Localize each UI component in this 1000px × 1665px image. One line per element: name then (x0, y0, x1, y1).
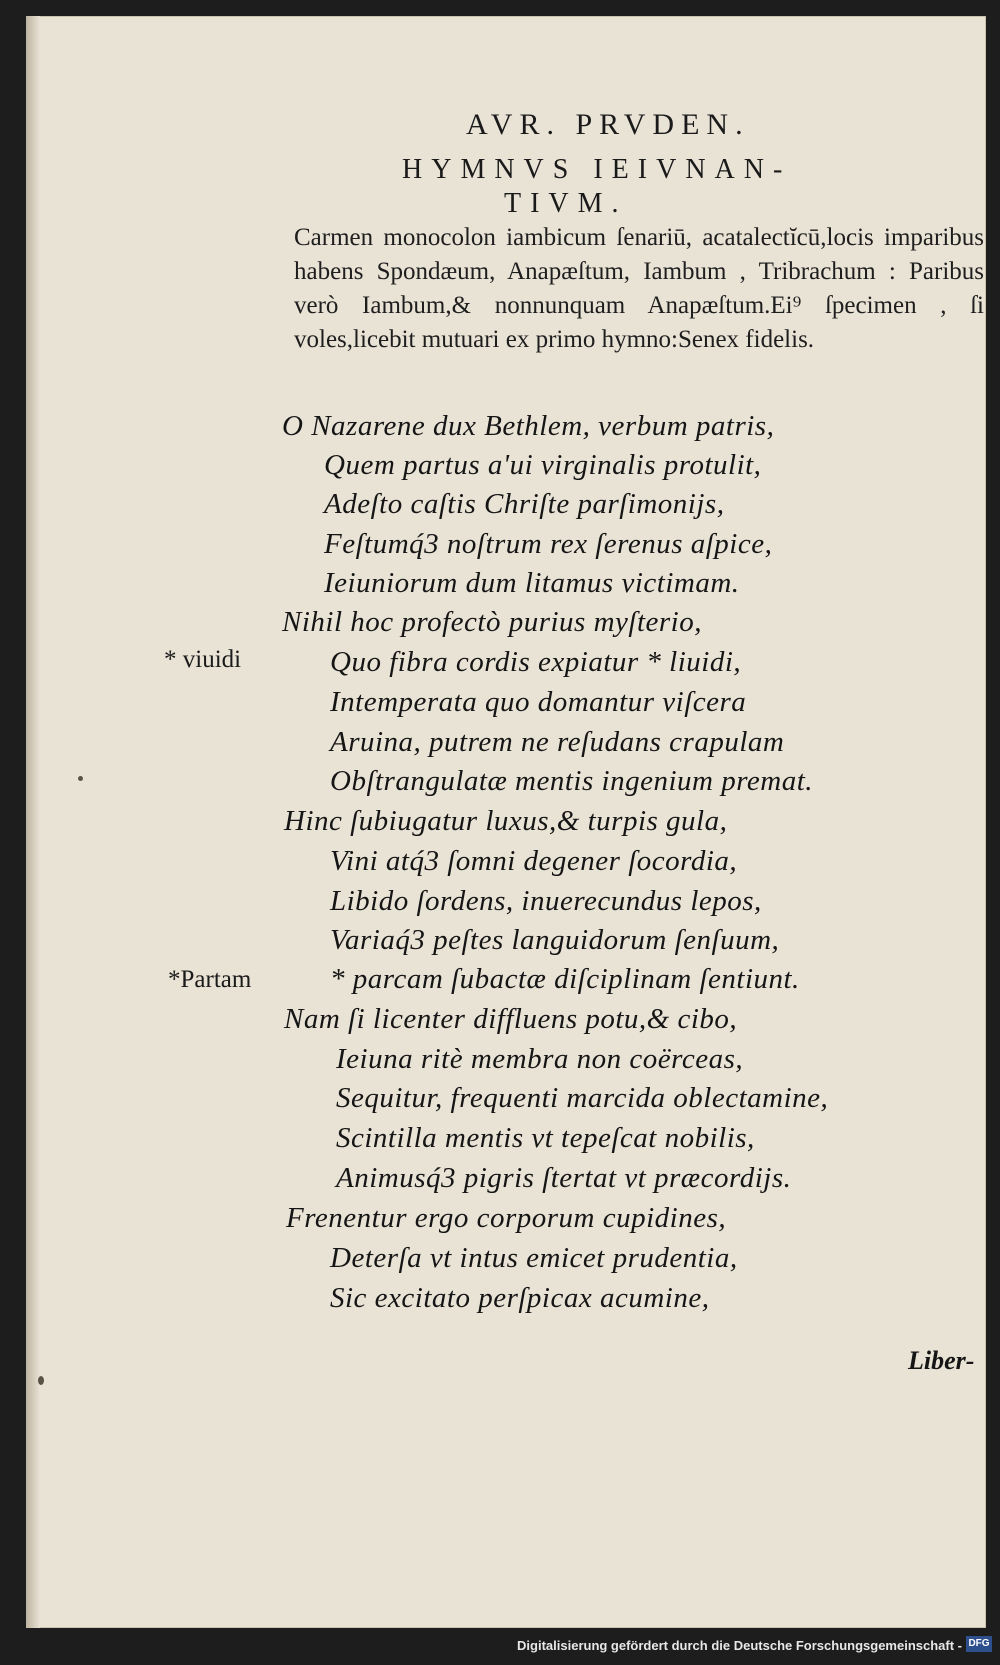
hymn-title-line-2: TIVM. (504, 188, 628, 219)
book-page (26, 16, 986, 1628)
ink-speck (38, 1376, 44, 1385)
verse-line: * parcam ſubactæ diſciplinam ſentiunt. (330, 963, 800, 995)
verse-line: Sequitur, frequenti marcida oblectamine, (336, 1082, 829, 1114)
footer-bar (0, 1628, 1000, 1665)
verse-line: Obſtrangulatæ mentis ingenium premat. (330, 765, 814, 797)
verse-line: Scintilla mentis vt tepeſcat nobilis, (336, 1122, 755, 1154)
verse-line: Nam ſi licenter diffluens potu,& cibo, (284, 1003, 738, 1035)
footer-credit-text: Digitalisierung gefördert durch die Deutsche Forschungsgemeinschaft - (517, 1638, 962, 1653)
running-head: AVR. PRVDEN. (466, 108, 750, 141)
margin-note-partam: *Partam (168, 966, 252, 993)
verse-line: Quem partus a'ui virginalis protulit, (324, 449, 762, 481)
verse-line: Adeſto caſtis Chriſte parſimonijs, (324, 488, 725, 520)
verse-line: Sic excitato perſpicax acumine, (330, 1282, 710, 1314)
verse-line: Nihil hoc profectò purius myſterio, (282, 606, 702, 638)
verse-line: Feſtumq́3 noſtrum rex ſerenus aſpice, (324, 528, 773, 560)
intro-paragraph: Carmen monocolon iambicum ſenariū, acatalectĭcū,locis imparibus habens Spondæum, Anapæſtum, Iambum , Tribrachum : Paribus verò Iambum,& nonnunquam Anapæſtum.Ei⁹ ſpecimen , ſi voles,licebit mutuari ex primo hymno:Senex fidelis. (294, 224, 984, 353)
hymn-title-line-1: HYMNVS IEIVNAN- (402, 154, 792, 185)
verse-line: Ieiuna ritè membra non coërceas, (336, 1043, 744, 1075)
verse-line: Animusq́3 pigris ſtertat vt præcordijs. (336, 1162, 792, 1194)
ink-speck (78, 776, 83, 781)
verse-line: O Nazarene dux Bethlem, verbum patris, (282, 410, 775, 442)
page-gutter-shadow (26, 16, 40, 1628)
verse-line: Aruina, putrem ne reſudans crapulam (330, 726, 785, 758)
verse-line: Vini atq́3 ſomni degener ſocordia, (330, 845, 738, 877)
verse-line: Ieiuniorum dum litamus victimam. (324, 567, 740, 599)
verse-line: Intemperata quo domantur viſcera (330, 686, 747, 718)
catchword: Liber- (908, 1346, 975, 1375)
verse-line: Quo fibra cordis expiatur * liuidi, (330, 646, 742, 678)
verse-line: Deterſa vt intus emicet prudentia, (330, 1242, 738, 1274)
dfg-logo: DFG (966, 1636, 992, 1652)
verse-line: Variaq́3 peſtes languidorum ſenſuum, (330, 924, 780, 956)
verse-line: Libido ſordens, inuerecundus lepos, (330, 885, 762, 917)
verse-line: Hinc ſubiugatur luxus,& turpis gula, (284, 805, 728, 837)
verse-line: Frenentur ergo corporum cupidines, (286, 1202, 727, 1234)
margin-note-viuidi: * viuidi (164, 646, 242, 673)
